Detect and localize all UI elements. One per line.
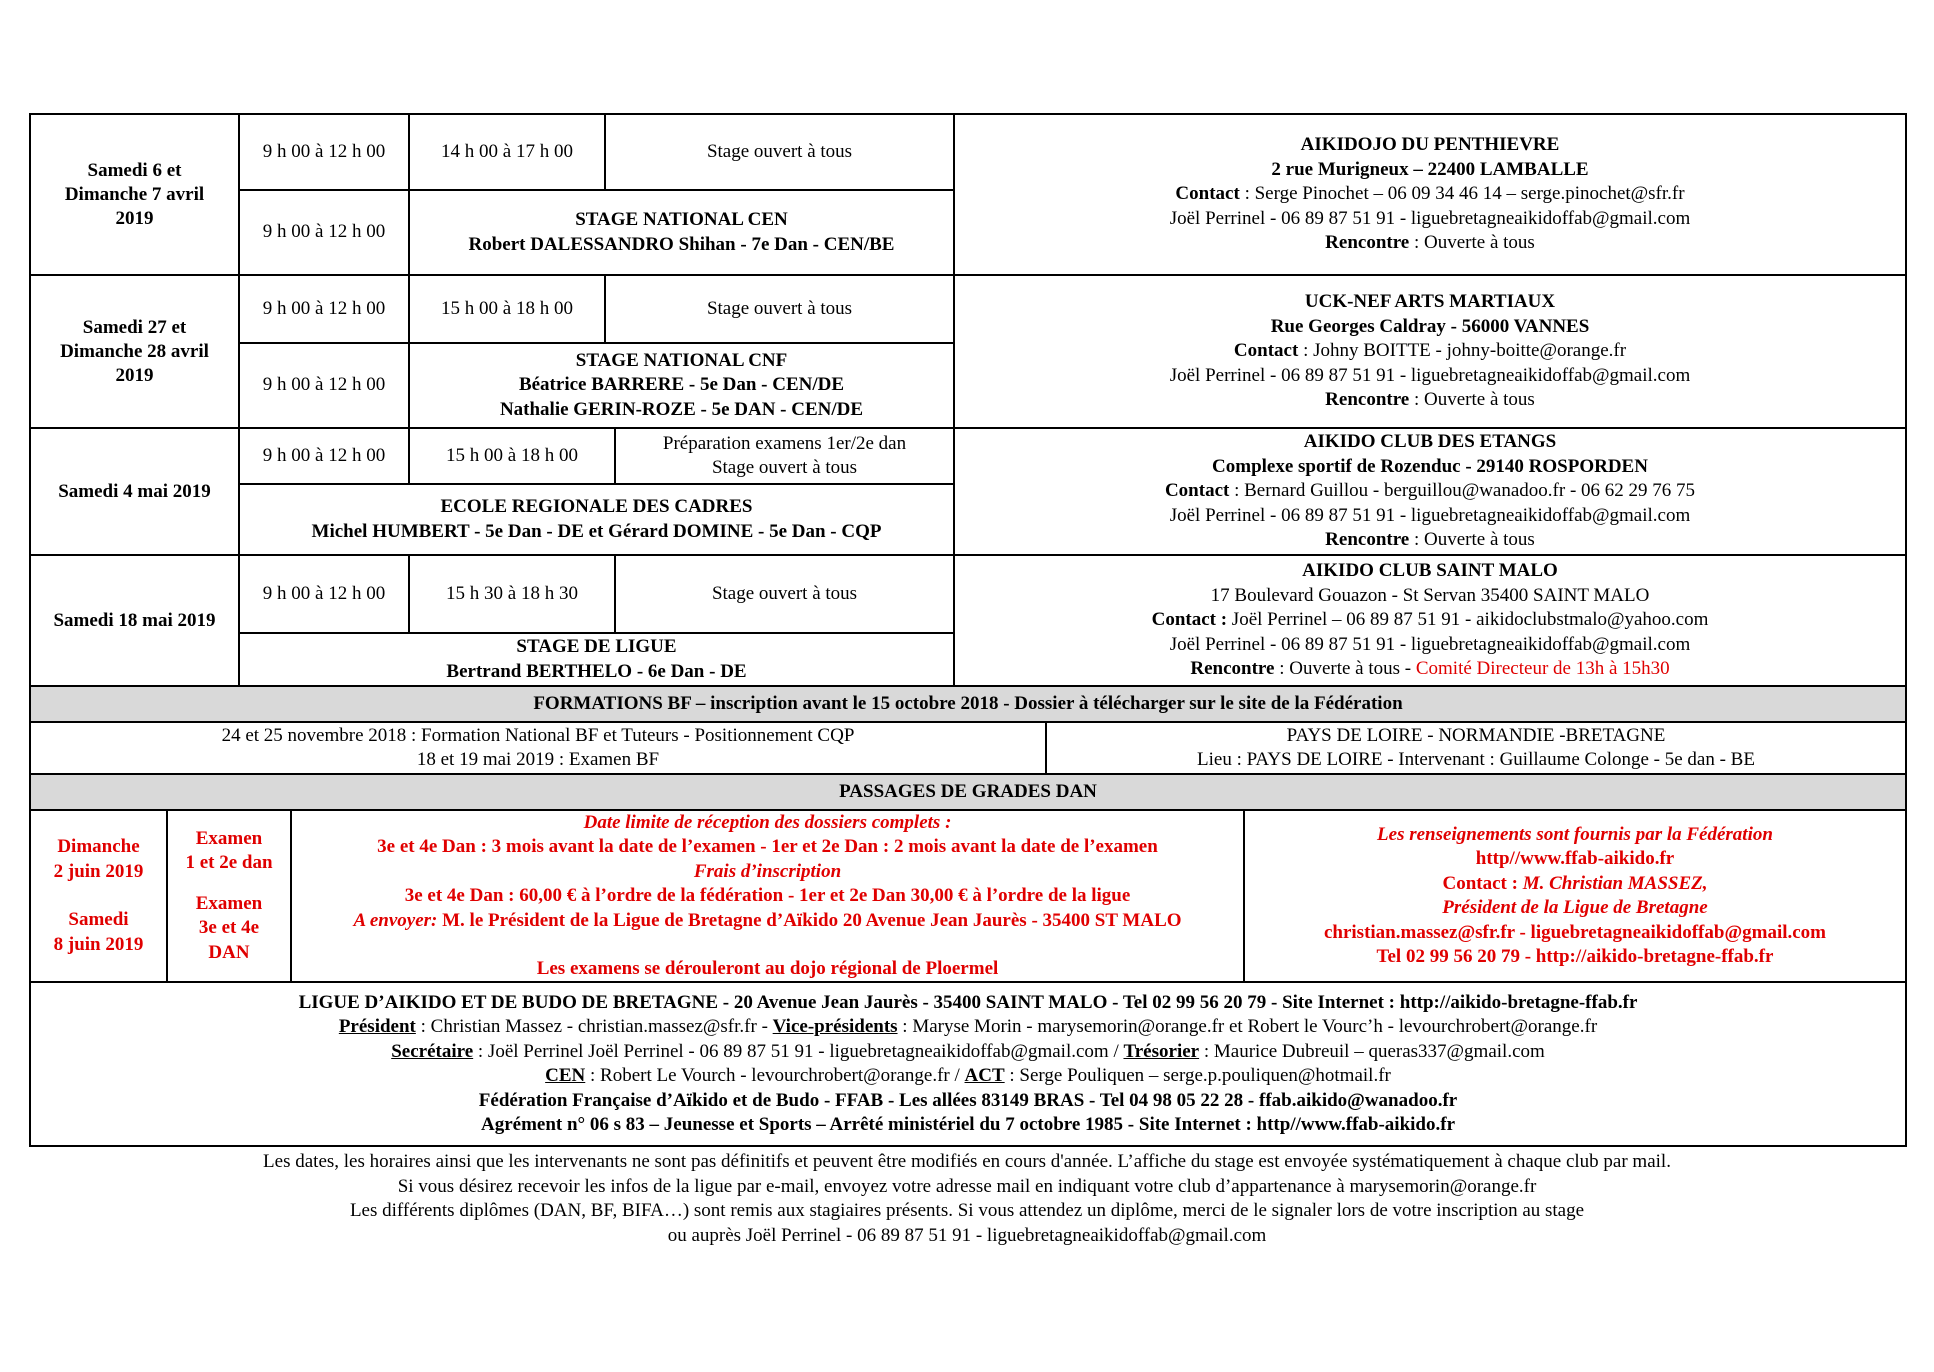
session-time-am: 9 h 00 à 12 h 00 bbox=[240, 429, 410, 483]
federation-info: Fédération Française d’Aïkido et de Budo - FFAB - Les allées 83149 BRAS - Tel 04 98 05 22 28 - ffab.aikido@wanadoo.fr bbox=[478, 1089, 1458, 1111]
venue-contact: Contact : Bernard Guillou - berguillou@wanadoo.fr - 06 62 29 76 75 bbox=[1164, 480, 1696, 502]
session-description: Stage ouvert à tous bbox=[706, 140, 853, 162]
event-row bbox=[29, 554, 1907, 685]
grades-requirements: Date limite de réception des dossiers complets : 3e et 4e Dan : 3 mois avant la date de l’examen - 1er et 2e Dan : 2 mois avant la date de l’examen Frais d’inscription 3e et 4e Dan : 60,00 € à l’ordre de la fédération - 1er et 2e Dan 30,00 € à l’ordre de la ligue A envoyer: M. le Président de la Ligue de Bretagne d’Aïkido 20 Avenue Jean Jaurès - 35400 ST MALO Les examens se dérouleront au dojo régional de Ploermel bbox=[292, 811, 1245, 981]
session-time-am: 9 h 00 à 12 h 00 bbox=[240, 191, 410, 274]
venue-block bbox=[955, 429, 1905, 554]
venue-contact-2: Joël Perrinel - 06 89 87 51 91 - liguebretagneaikidoffab@gmail.com bbox=[1169, 364, 1691, 386]
venue-name: AIKIDOJO DU PENTHIEVRE bbox=[1300, 134, 1560, 156]
event-sessions bbox=[240, 276, 955, 427]
stage-title: STAGE NATIONAL CEN bbox=[575, 209, 788, 230]
formations-row bbox=[29, 721, 1907, 773]
schedule-table bbox=[29, 113, 1907, 1147]
session-time-pm: 14 h 00 à 17 h 00 bbox=[410, 115, 606, 189]
session-time-am: 9 h 00 à 12 h 00 bbox=[240, 344, 410, 427]
venue-contact: Contact : Joël Perrinel – 06 89 87 51 91 - aikidoclubstmalo@yahoo.com bbox=[1151, 609, 1709, 631]
venue-address: 17 Boulevard Gouazon - St Servan 35400 SAINT MALO bbox=[1210, 584, 1650, 606]
session-time-am: 9 h 00 à 12 h 00 bbox=[240, 556, 410, 632]
grades-dates: Dimanche 2 juin 2019 Samedi 8 juin 2019 bbox=[31, 811, 168, 981]
stage-title: STAGE DE LIGUE bbox=[516, 636, 677, 657]
event-date: Samedi 4 mai 2019 bbox=[31, 429, 240, 554]
grades-exams: Examen 1 et 2e dan Examen 3e et 4e DAN bbox=[168, 811, 292, 981]
grades-header: PASSAGES DE GRADES DAN bbox=[839, 780, 1097, 802]
stage-teacher: Nathalie GERIN-ROZE - 5e DAN - CEN/DE bbox=[499, 398, 864, 420]
stage-title-block bbox=[240, 634, 953, 685]
league-info: LIGUE D’AIKIDO ET DE BUDO DE BRETAGNE - 20 Avenue Jean Jaurès - 35400 SAINT MALO - Tel 02 99 56 20 79 - Site Internet : http://aikido-bretagne-ffab.fr Président : Christian Massez - christian.massez@sfr.fr - Vice-présidents : Maryse Morin - marysemorin@orange.fr et Robert le Vourc’h - levourchrobert@orange.fr Secrétaire : Joël Perrinel Joël Perrinel - 06 89 87 51 91 - liguebretagneaikidoffab@gmail.com / Trésorier : Maurice Dubreuil – queras337@gmail.com CEN : Robert Le Vourch - levourchrobert@orange.fr / ACT : Serge Pouliquen – serge.p.pouliquen@hotmail.fr Fédération Française d’Aïkido et de Budo - FFAB - Les allées 83149 BRAS - Tel 04 98 05 22 28 - ffab.aikido@wanadoo.fr Agrément n° 06 s 83 – Jeunesse et Sports – Arrêté ministériel du 7 octobre 1985 - Site Internet : http//www.ffab-aikido.fr bbox=[31, 983, 1905, 1145]
session-time-am: 9 h 00 à 12 h 00 bbox=[240, 276, 410, 342]
venue-name: AIKIDO CLUB SAINT MALO bbox=[1302, 560, 1558, 582]
stage-teacher: Bertrand BERTHELO - 6e Dan - DE bbox=[446, 660, 747, 682]
event-sessions bbox=[240, 556, 955, 685]
committee-note: Comité Directeur de 13h à 15h30 bbox=[1415, 658, 1670, 680]
stage-title-block bbox=[410, 344, 953, 427]
session-description: Stage ouvert à tous bbox=[706, 297, 853, 319]
venue-contact-2: Joël Perrinel - 06 89 87 51 91 - liguebretagneaikidoffab@gmail.com bbox=[1169, 633, 1691, 655]
event-row bbox=[29, 427, 1907, 554]
formations-location: PAYS DE LOIRE - NORMANDIE -BRETAGNE Lieu : PAYS DE LOIRE - Intervenant : Guillaume Colonge - 5e dan - BE bbox=[1197, 724, 1755, 770]
stage-teacher: Michel HUMBERT - 5e Dan - DE et Gérard DOMINE - 5e Dan - CQP bbox=[311, 520, 882, 542]
grades-info: Les renseignements sont fournis par la Fédération http//www.ffab-aikido.fr Contact : M. Christian MASSEZ, Président de la Ligue de Bretagne christian.massez@sfr.fr - liguebretagneaikidoffab@gmail.com Tel 02 99 56 20 79 - http://aikido-bretagne-ffab.fr bbox=[1323, 823, 1827, 967]
venue-block bbox=[955, 556, 1905, 685]
grades-row bbox=[29, 809, 1907, 981]
venue-meeting: Rencontre : Ouverte à tous bbox=[1325, 232, 1535, 254]
event-row bbox=[29, 113, 1907, 274]
venue-block bbox=[955, 115, 1905, 274]
venue-contact-2: Joël Perrinel - 06 89 87 51 91 - liguebretagneaikidoffab@gmail.com bbox=[1169, 207, 1691, 229]
agrement-info: Agrément n° 06 s 83 – Jeunesse et Sports – Arrêté ministériel du 7 octobre 1985 - Site Internet : http//www.ffab-aikido.fr bbox=[480, 1114, 1456, 1135]
venue-block bbox=[955, 276, 1905, 427]
session-time-pm: 15 h 00 à 18 h 00 bbox=[410, 276, 606, 342]
grades-header-row bbox=[29, 773, 1907, 809]
venue-name: AIKIDO CLUB DES ETANGS bbox=[1303, 431, 1557, 453]
venue-meeting: Rencontre : Ouverte à tous - Comité Directeur de 13h à 15h30 bbox=[1190, 658, 1670, 680]
event-row bbox=[29, 274, 1907, 427]
venue-contact: Contact : Johny BOITTE - johny-boitte@orange.fr bbox=[1233, 340, 1627, 362]
league-info-row bbox=[29, 981, 1907, 1147]
session-time-pm: 15 h 00 à 18 h 00 bbox=[410, 429, 616, 483]
event-sessions bbox=[240, 429, 955, 554]
stage-title: ECOLE REGIONALE DES CADRES bbox=[440, 496, 753, 517]
venue-meeting: Rencontre : Ouverte à tous bbox=[1325, 529, 1535, 551]
stage-title: STAGE NATIONAL CNF bbox=[575, 349, 788, 371]
venue-meeting: Rencontre : Ouverte à tous bbox=[1325, 389, 1535, 411]
stage-title-block bbox=[410, 191, 953, 274]
session-description: Préparation examens 1er/2e dan Stage ouvert à tous bbox=[662, 432, 907, 478]
session-description: Stage ouvert à tous bbox=[711, 582, 858, 604]
event-date: Samedi 27 et Dimanche 28 avril 2019 bbox=[31, 276, 240, 427]
venue-name: UCK-NEF ARTS MARTIAUX bbox=[1304, 291, 1556, 313]
stage-title-block bbox=[240, 485, 953, 554]
event-date: Samedi 6 et Dimanche 7 avril 2019 bbox=[31, 115, 240, 274]
session-time-pm: 15 h 30 à 18 h 30 bbox=[410, 556, 616, 632]
session-time-am: 9 h 00 à 12 h 00 bbox=[240, 115, 410, 189]
league-address: LIGUE D’AIKIDO ET DE BUDO DE BRETAGNE - 20 Avenue Jean Jaurès - 35400 SAINT MALO - Tel 02 99 56 20 79 - Site Internet : http://aikido-bretagne-ffab.fr bbox=[298, 991, 1638, 1013]
formations-header-row bbox=[29, 685, 1907, 721]
event-sessions bbox=[240, 115, 955, 274]
venue-contact: Contact : Serge Pinochet – 06 09 34 46 14 – serge.pinochet@sfr.fr bbox=[1175, 183, 1685, 205]
venue-address: 2 rue Murigneux – 22400 LAMBALLE bbox=[1271, 158, 1589, 180]
stage-teacher: Robert DALESSANDRO Shihan - 7e Dan - CEN/BE bbox=[468, 233, 895, 255]
formations-header: FORMATIONS BF – inscription avant le 15 octobre 2018 - Dossier à télécharger sur le site de la Fédération bbox=[533, 692, 1403, 714]
venue-address: Rue Georges Caldray - 56000 VANNES bbox=[1270, 315, 1590, 337]
formations-dates: 24 et 25 novembre 2018 : Formation National BF et Tuteurs - Positionnement CQP 18 et 19 mai 2019 : Examen BF bbox=[31, 723, 1047, 773]
venue-address: Complexe sportif de Rozenduc - 29140 ROSPORDEN bbox=[1212, 455, 1648, 477]
event-date: Samedi 18 mai 2019 bbox=[31, 556, 240, 685]
footer-notes: Les dates, les horaires ainsi que les intervenants ne sont pas définitifs et peuvent être modifiés en cours d'année. L’affiche du stage est envoyée systématiquement à chaque club par mail. Si vous désirez recevoir les infos de la ligue par e-mail, envoyez votre adresse mail en indiquant votre club d’appartenance à marysemorin@orange.fr Les différents diplômes (DAN, BF, BIFA…) sont remis aux stagiaires présents. Si vous attendez un diplôme, merci de le signaler lors de votre inscription au stage ou auprès Joël Perrinel - 06 89 87 51 91 - liguebretagneaikidoffab@gmail.com bbox=[263, 1151, 1671, 1246]
venue-contact-2: Joël Perrinel - 06 89 87 51 91 - liguebretagneaikidoffab@gmail.com bbox=[1169, 504, 1691, 526]
stage-teacher: Béatrice BARRERE - 5e Dan - CEN/DE bbox=[518, 374, 845, 396]
